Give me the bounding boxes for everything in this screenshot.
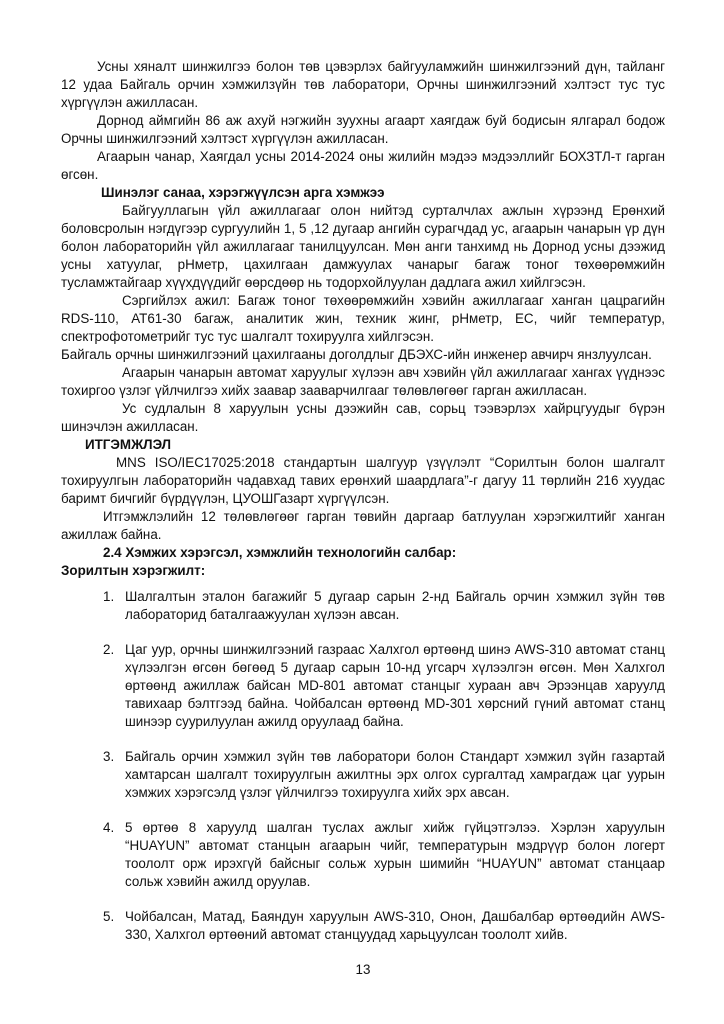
page-number: 13 (355, 962, 371, 977)
list-item (103, 748, 665, 802)
paragraph-dornod-emissions: Дорнод аймгийн 86 аж ахуй нэгжийн зуухны агаарт хаягдаж буй бодисын ялгарал бодож Орчны шинжилгээний хэлтэст хүргүүлэн ажилласан. (61, 113, 665, 146)
numbered-list (61, 588, 665, 944)
paragraph-electrical-repair: Байгаль орчны шинжилгээний цахилгааны доголдлыг ДБЭХС-ийн инженер авчирч янзлуулсан. (61, 347, 652, 362)
paragraph-auto-station-maintenance: Агаарын чанарын автомат харуулыг хүлээн авч хэвийн үйл ажиллагааг хангах үүднээс тохиргоо үзлэг үйлчилгээ хийх заавар зааварчилгааг төлөвлөгөөг гарган ажилласан. (61, 365, 665, 398)
list-item (103, 819, 665, 891)
list-item-number: 5. (103, 909, 115, 924)
list-item-number: 3. (103, 749, 115, 764)
list-item-text: Шалгалтын эталон багажийг 5 дугаар сарын 2-нд Байгаль орчин хэмжил зүйн төв лабораторид баталгаажуулан хүлээн авсан. (125, 589, 665, 622)
list-item-text: Чойбалсан, Матад, Баяндун харуулын AWS-310, Онон, Дашбалбар өртөөдийн AWS-330, Халхгол өртөөний автомат станцуудад харьцуулсан тоололт хийв. (125, 909, 665, 942)
list-item-number: 4. (103, 820, 115, 835)
list-item-text: 5 өртөө 8 харуулд шалган туслах ажлыг хийж гүйцэтгэлээ. Хэрлэн харуулын “HUAYUN” автомат станцын агаарын чийг, температурын мэдрүүр болон логерт тоололт орж ирэхгүй байсныг сольж хурын шимийн “HUAYUN” автомат станцаар сольж хэвийн ажилд оруулав. (125, 820, 665, 889)
list-item-text: Цаг уур, орчны шинжилгээний газраас Халхгол өртөөнд шинэ AWS-310 автомат станц хүлээлгэн өгсөн бөгөөд 5 дугаар сарын 10-нд угсарч хүлээлгэн өгсөн. Мөн Халхгол өртөөнд ажиллаж байсан MD-801 автомат станцыг хураан авч Эрээнцав харуулд тавихаар бэлтгээд байна. Чойбалсан өртөөнд MD-301 хөрсний гүний автомат станц шинээр суурилуулан ажилд оруулаад байна. (125, 642, 665, 729)
list-item-text: Байгаль орчин хэмжил зүйн төв лаборатори болон Стандарт хэмжил зүйн газартай хамтарсан шалгалт тохируулгын ажилтны эрх олгох сургалтад хамрагдаж цаг уурын хэмжих хэрэгсэлд үзлэг үйлчилгээ тохируулга хийх эрх авсан. (125, 749, 665, 800)
paragraph-accreditation-plan: Итгэмжлэлийн 12 төлөвлөгөөг гарган төвийн даргаар батлуулан хэрэгжилтийг ханган ажиллаж байна. (61, 509, 665, 542)
paragraph-preventive-work: Сэргийлэх ажил: Багаж тоног төхөөрөмжийн хэвийн ажиллагааг ханган цацрагийн RDS-110, АТ61-30 багаж, аналитик жин, техник жинг, рНметр, ЕС, чийг температур, спектрофотометрийг тус тус шалгалт тохируулга хийлгэсэн. (61, 293, 665, 344)
heading-section-2-4: 2.4 Хэмжих хэрэгсэл, хэмжлийн технологийн салбар: (103, 545, 457, 560)
list-item-number: 1. (103, 589, 115, 604)
paragraph-public-outreach: Байгууллагын үйл ажиллагааг олон нийтэд сурталчлах ажлын хүрээнд Ерөнхий боловсролын нэгдүгээр сургуулийн 1, 5 ,12 дугаар ангийн сурагчдад ус, агаарын чанарын үр дүн болон лабораторийн үйл ажиллагааг танилцуулсан. Мөн анги танхимд нь Дорнод усны дээжид усны хатуулаг, рНметр, цахилгаан дамжуулах чанарыг багаж тоног төхөөрөмжийн тусламжтайгаар хүүхдүүдийг өөрсдөөр нь тодорхойлуулан дадлага ажил хийлгэсэн. (61, 203, 665, 290)
list-item (103, 908, 665, 944)
heading-innovation: Шинэлэг санаа, хэрэгжүүлсэн арга хэмжээ (101, 185, 385, 200)
paragraph-hydrology-containers: Ус судлалын 8 харуулын усны дээжийн сав, сорьц тээвэрлэх хайрцгуудыг бүрэн шинэчлэн ажилласан. (61, 401, 665, 434)
list-item (103, 588, 665, 624)
list-item (103, 641, 665, 731)
paragraph-water-monitoring: Усны хяналт шинжилгээ болон төв цэвэрлэх байгууламжийн шинжилгээний дүн, тайланг 12 удаа Байгаль орчин хэмжилзүйн төв лаборатори, Орчны шинжилгээний хэлтэст тус тус хүргүүлэн ажилласан. (61, 59, 665, 110)
heading-accreditation: ИТГЭМЖЛЭЛ (85, 437, 171, 452)
list-item-number: 2. (103, 642, 115, 657)
heading-goal-implementation: Зорилтын хэрэгжилт: (61, 563, 206, 578)
paragraph-iso-standard: MNS ISO/IEC17025:2018 стандартын шалгуур үзүүлэлт “Сорилтын болон шалгалт тохируулгын лабораторийн чадавхад тавих ерөнхий шаардлага”-г дагуу 11 төрлийн 216 хуудас баримт бичгийг бүрдүүлэн, ЦУОШГазарт хүргүүлсэн. (61, 455, 665, 506)
paragraph-air-quality-data: Агаарын чанар, Хаягдал усны 2014-2024 оны жилийн мэдээ мэдээллийг БОХЗТЛ-т гарган өгсөн. (61, 149, 665, 182)
